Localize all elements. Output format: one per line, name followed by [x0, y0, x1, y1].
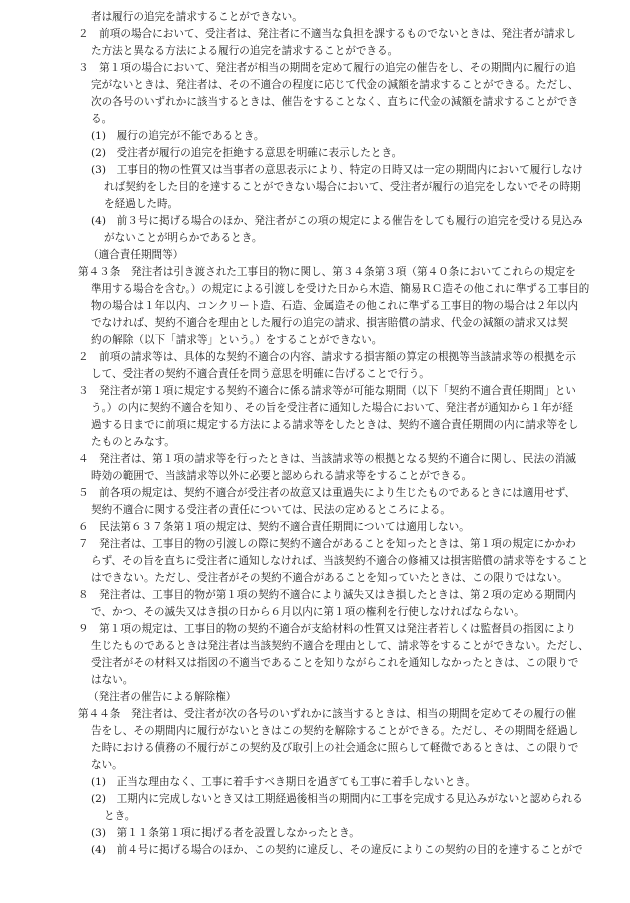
- text-line: はない。: [91, 674, 134, 686]
- text-line: ２ 前項の場合において、受注者は、発注者に不適当な負担を課するものでないときは、発注者が請求し: [78, 28, 576, 40]
- text-line: (4) 前３号に掲げる場合のほか、発注者がこの項の規定による催告をしても履行の追完を受ける見込み: [91, 215, 583, 227]
- text-line: た時における債務の不履行がこの契約及び取引上の社会通念に照らして軽微であるときは、この限りで: [91, 742, 579, 754]
- text-line: 物の場合は１年以内、コンクリート造、石造、金属造その他これに準ずる工事目的物の場合は２年以内: [91, 300, 579, 312]
- text-line: ２ 前項の請求等は、具体的な契約不適合の内容、請求する損害額の算定の根拠等当該請求等の根拠を示: [78, 351, 576, 363]
- text-line: 生じたものであるときは発注者は当該契約不適合を理由として、請求等をすることができない。ただし、: [91, 640, 589, 652]
- text-line: 告をし、その期間内に履行がないときはこの契約を解除することができる。ただし、その期間を経過し: [91, 725, 579, 737]
- text-line: 過する日までに前項に規定する方法による請求等をしたときは、契約不適合責任期間の内に請求等をし: [91, 419, 579, 431]
- text-line: ３ 発注者が第１項に規定する契約不適合に係る請求等が可能な期間（以下「契約不適合責任期間」とい: [78, 385, 576, 397]
- text-line: れば契約をした目的を達することができない場合において、受注者が履行の追完をしないでその時期: [104, 181, 581, 193]
- text-line: 者は履行の追完を請求することができない。: [91, 11, 303, 23]
- text-line: ない。: [91, 759, 123, 771]
- text-line: ８ 発注者は、工事目的物が第１項の契約不適合により滅失又はき損したときは、第２項の定める期間内: [78, 589, 576, 601]
- text-line: 第４４条 発注者は、受注者が次の各号のいずれかに該当するときは、相当の期間を定めてその履行の催: [78, 708, 576, 720]
- text-line: (4) 前４号に掲げる場合のほか、この契約に違反し、その違反によりこの契約の目的を達することがで: [91, 844, 583, 856]
- text-line: (2) 工期内に完成しないとき又は工期経過後相当の期間内に工事を完成する見込みがないと認められる: [91, 793, 583, 805]
- text-line: して、受注者の契約不適合責任を問う意思を明確に告げることで行う。: [91, 368, 430, 380]
- text-line: う。）の内に契約不適合を知り、その旨を受注者に通知した場合において、発注者が通知から１年が経: [91, 402, 573, 414]
- text-line: 完がないときは、発注者は、その不適合の程度に応じて代金の減額を請求することができる。ただし、: [91, 79, 579, 91]
- text-line: 約の解除（以下「請求等」という。）をすることができない。: [91, 334, 383, 346]
- text-line: でなければ、契約不適合を理由とした履行の追完の請求、損害賠償の請求、代金の減額の請求又は契: [91, 317, 568, 329]
- text-line: ７ 発注者は、工事目的物の引渡しの際に契約不適合があることを知ったときは、第１項の規定にかかわ: [78, 538, 576, 550]
- text-line: (3) 工事目的物の性質又は当事者の意思表示により、特定の日時又は一定の期間内において履行しなけ: [91, 164, 583, 176]
- text-line: ４ 発注者は、第１項の請求等を行ったときは、当該請求等の根拠となる契約不適合に関し、民法の消滅: [78, 453, 576, 465]
- text-line: 第４３条 発注者は引き渡された工事目的物に関し、第３４条第３項（第４０条においてこれらの規定を: [78, 266, 576, 278]
- text-line: ６ 民法第６３７条第１項の規定は、契約不適合責任期間については適用しない。: [78, 521, 470, 533]
- text-line: 受注者がその材料又は指図の不適当であることを知りながらこれを通知しなかったときは、この限りで: [91, 657, 579, 669]
- text-line: 契約不適合に関する受注者の責任については、民法の定めるところによる。: [91, 504, 451, 516]
- text-line: ３ 第１項の場合において、発注者が相当の期間を定めて履行の追完の催告をし、その期間内に履行の追: [78, 62, 576, 74]
- text-line: る。: [91, 113, 113, 125]
- text-line: 準用する場合を含む。）の規定による引渡しを受けた日から木造、簡易ＲＣ造その他これに準ずる工事目的: [91, 283, 590, 295]
- text-line: ９ 第１項の規定は、工事目的物の契約不適合が支給材料の性質又は発注者若しくは監督員の指図により: [78, 623, 576, 635]
- text-line: 時効の範囲で、当該請求等以外に必要と認められる請求等をすることができる。: [91, 470, 473, 482]
- text-line: がないことが明らかであるとき。: [104, 232, 263, 244]
- text-line: 次の各号のいずれかに該当するときは、催告をすることなく、直ちに代金の減額を請求することができ: [91, 96, 579, 108]
- text-line: らず、その旨を直ちに受注者に通知しなければ、当該契約不適合の修補又は損害賠償の請求等をすること: [91, 555, 589, 567]
- text-line: たものとみなす。: [91, 436, 175, 448]
- text-line: はできない。ただし、受注者がその契約不適合があることを知っていたときは、この限りではない。: [91, 572, 568, 584]
- section-heading: （適合責任期間等）: [88, 249, 184, 261]
- text-line: ５ 前各項の規定は、契約不適合が受注者の故意又は重過失により生じたものであるときには適用せず、: [78, 487, 576, 499]
- section-heading: （発注者の催告による解除権）: [88, 691, 237, 703]
- text-line: とき。: [104, 810, 136, 822]
- text-line: た方法と異なる方法による履行の追完を請求することができる。: [91, 45, 399, 57]
- text-line: で、かつ、その滅失又はき損の日から６月以内に第１項の権利を行使しなければならない。: [91, 606, 525, 618]
- text-line: (1) 正当な理由なく、工事に着手すべき期日を過ぎても工事に着手しないとき。: [91, 776, 476, 788]
- text-line: (1) 履行の追完が不能であるとき。: [91, 130, 265, 142]
- text-line: (3) 第１１条第１項に掲げる者を設置しなかったとき。: [91, 827, 360, 839]
- text-line: を経過した時。: [104, 198, 179, 210]
- text-line: (2) 受注者が履行の追完を拒絶する意思を明確に表示したとき。: [91, 147, 403, 159]
